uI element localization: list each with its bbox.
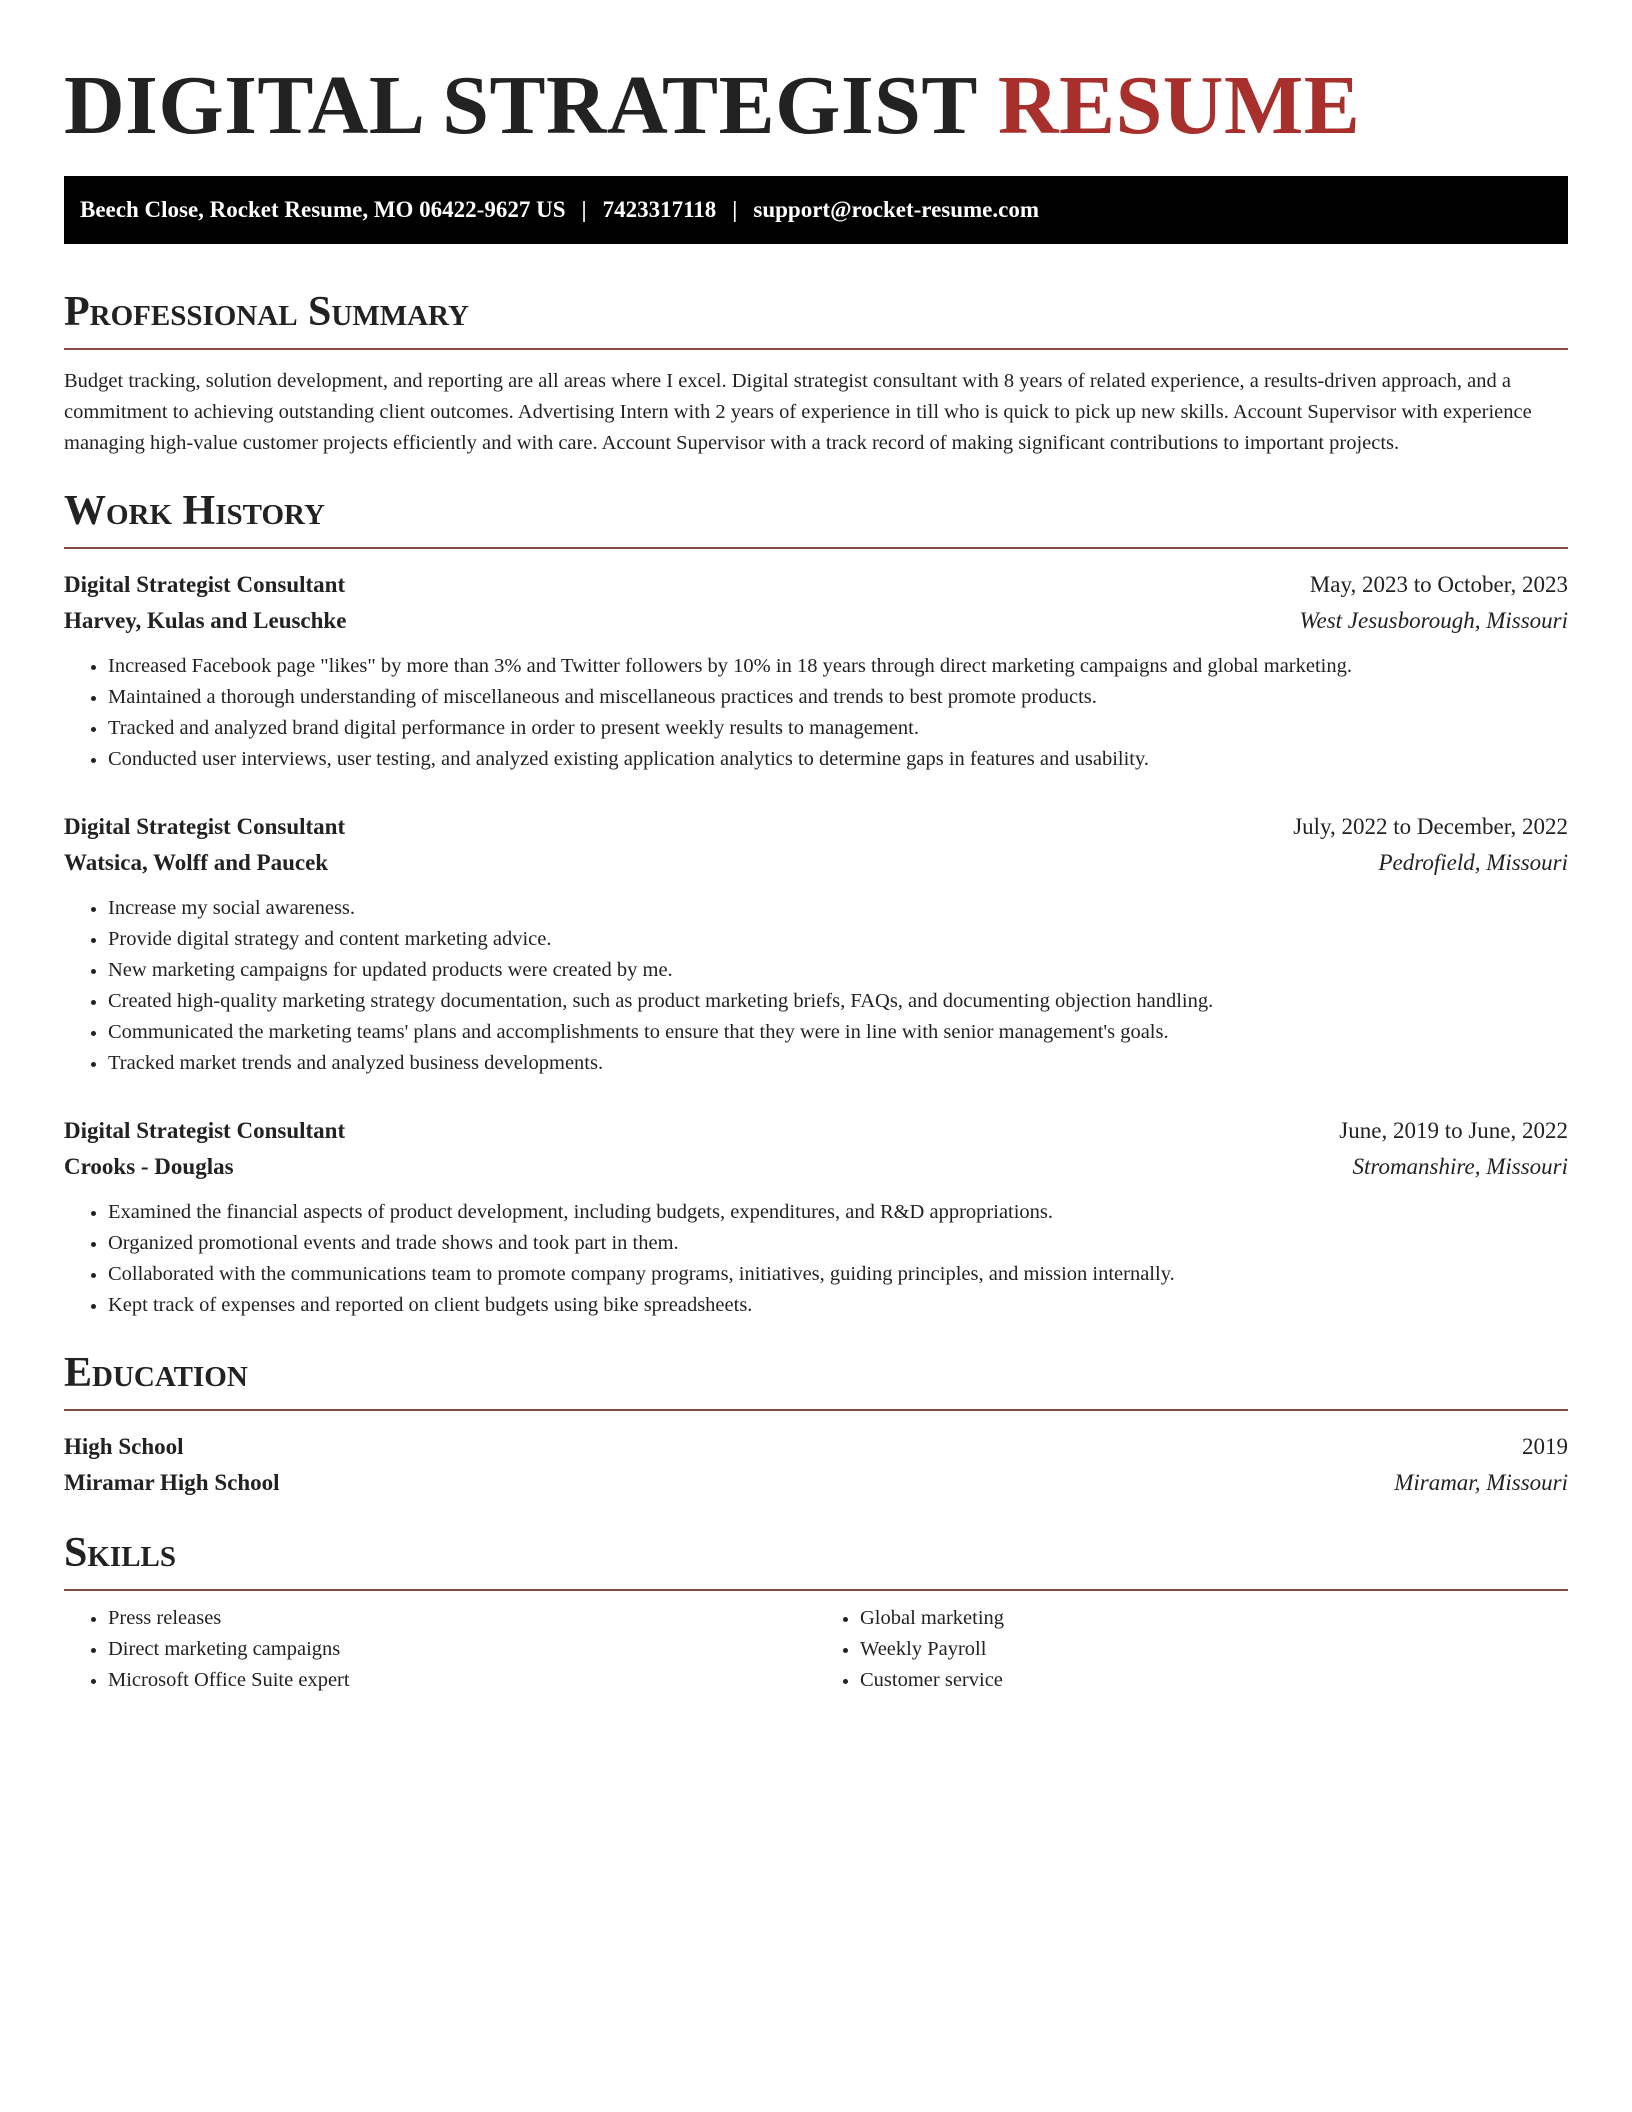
skill-item: • Direct marketing campaigns [108,1634,816,1665]
contact-separator: | [732,197,738,222]
job-bullets [64,651,1568,775]
job-entry [64,1113,1568,1321]
contact-phone: 7423317118 [602,197,717,222]
job-entry [64,809,1568,1079]
title-accent: RESUME [997,59,1361,152]
job-bullet: • Organized promotional events and trade shows and took part in them. [108,1228,1568,1259]
skills-list-right [816,1603,1568,1696]
job-company: Harvey, Kulas and Leuschke [64,608,347,633]
job-bullet: • Examined the financial aspects of product development, including budgets, expenditures, and R&D appropriations. [108,1197,1568,1228]
education-location: Miramar, Missouri [1394,1470,1568,1495]
job-bullet: • New marketing campaigns for updated products were created by me. [108,955,1568,986]
job-bullet: • Kept track of expenses and reported on client budgets using bike spreadsheets. [108,1290,1568,1321]
job-bullet: • Maintained a thorough understanding of miscellaneous and miscellaneous practices and trends to best promote products. [108,682,1568,713]
job-dates: May, 2023 to October, 2023 [1309,572,1568,597]
summary-section [64,288,1568,459]
work-history-heading: Work History [64,487,1568,549]
education-heading: Education [64,1349,1568,1411]
resume-title [64,56,1568,156]
skills-section [64,1529,1568,1696]
job-entry [64,567,1568,775]
contact-separator: | [581,197,587,222]
skill-item: • Global marketing [860,1603,1568,1634]
skill-item: • Customer service [860,1665,1568,1696]
education-school: Miramar High School [64,1470,280,1495]
job-company: Watsica, Wolff and Paucek [64,850,329,875]
education-degree: High School [64,1434,184,1459]
job-company: Crooks - Douglas [64,1154,234,1179]
job-bullet: • Tracked market trends and analyzed business developments. [108,1048,1568,1079]
job-bullets [64,1197,1568,1321]
job-title: Digital Strategist Consultant [64,572,346,597]
contact-address: Beech Close, Rocket Resume, MO 06422-9627 US [80,197,566,222]
education-section [64,1349,1568,1501]
work-history-section [64,487,1568,1321]
job-bullet: • Collaborated with the communications team to promote company programs, initiatives, guiding principles, and mission internally. [108,1259,1568,1290]
skills-heading: Skills [64,1529,1568,1591]
education-year: 2019 [1522,1434,1568,1459]
job-bullet: • Tracked and analyzed brand digital performance in order to present weekly results to management. [108,713,1568,744]
job-bullet: • Increased Facebook page "likes" by more than 3% and Twitter followers by 10% in 18 years through direct marketing campaigns and global marketing. [108,651,1568,682]
skill-item: • Microsoft Office Suite expert [108,1665,816,1696]
summary-text: Budget tracking, solution development, and reporting are all areas where I excel. Digital strategist consultant with 8 years of related experience, a results-driven approach, and a commitment to achieving outstanding client outcomes. Advertising Intern with 2 years of experience in till who is quick to pick up new skills. Account Supervisor with experience managing high-value customer projects efficiently and with care. Account Supervisor with a track record of making significant contributions to important projects. [64,370,1532,454]
education-entry [64,1429,1568,1501]
job-location: Pedrofield, Missouri [1378,850,1568,875]
job-bullet: • Created high-quality marketing strategy documentation, such as product marketing briefs, FAQs, and documenting objection handling. [108,986,1568,1017]
skill-item: • Weekly Payroll [860,1634,1568,1665]
job-bullet: • Provide digital strategy and content marketing advice. [108,924,1568,955]
job-bullet: • Communicated the marketing teams' plans and accomplishments to ensure that they were in line with senior management's goals. [108,1017,1568,1048]
job-title: Digital Strategist Consultant [64,814,346,839]
summary-heading: Professional Summary [64,288,1568,350]
job-location: West Jesusborough, Missouri [1299,608,1568,633]
skills-list-left [64,1603,816,1696]
title-main: DIGITAL STRATEGIST [64,59,977,152]
job-bullets [64,893,1568,1079]
job-bullet: • Increase my social awareness. [108,893,1568,924]
contact-email: support@rocket-resume.com [753,197,1040,222]
skills-grid [64,1603,1568,1696]
job-title: Digital Strategist Consultant [64,1118,346,1143]
job-bullet: • Conducted user interviews, user testing, and analyzed existing application analytics to determine gaps in features and usability. [108,744,1568,775]
job-location: Stromanshire, Missouri [1352,1154,1568,1179]
job-dates: June, 2019 to June, 2022 [1339,1118,1568,1143]
contact-bar [64,176,1568,244]
job-dates: July, 2022 to December, 2022 [1293,814,1568,839]
skill-item: • Press releases [108,1603,816,1634]
